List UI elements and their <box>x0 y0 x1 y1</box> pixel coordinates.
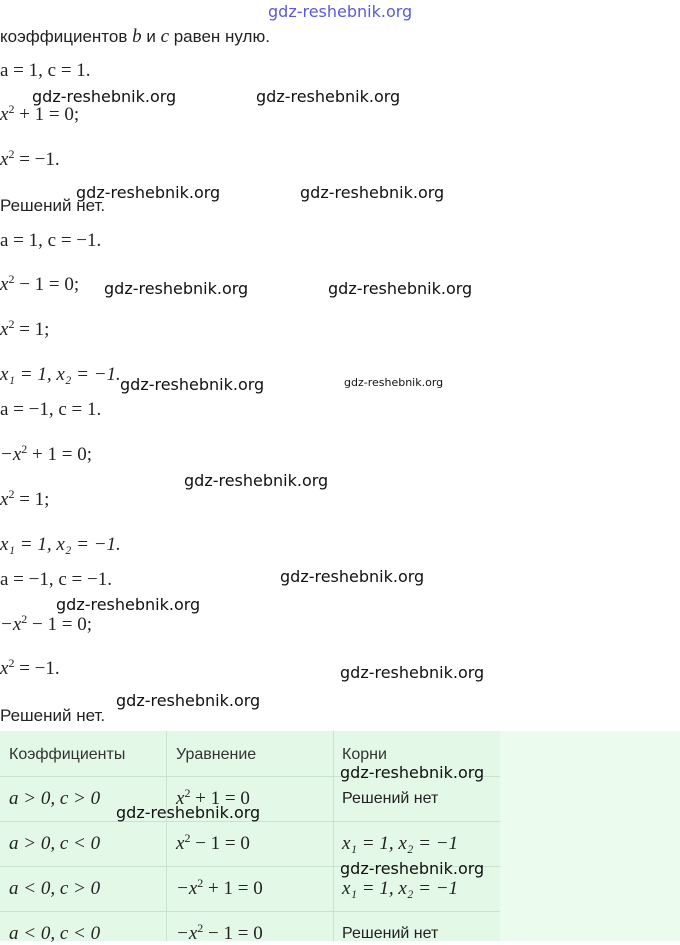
intro-text-after: равен нулю. <box>169 27 270 46</box>
watermark: gdz-reshebnik.org <box>104 279 249 298</box>
case3-simplified: $x^2 = 1$; <box>0 487 50 510</box>
table-header-coefficients: Коэффициенты <box>9 746 126 763</box>
case3-equation: $-x^2 + 1 = 0$; <box>0 442 92 465</box>
watermark: gdz-reshebnik.org <box>256 87 401 106</box>
watermark: gdz-reshebnik.org <box>300 183 445 202</box>
watermark: gdz-reshebnik.org <box>280 567 425 586</box>
watermark: gdz-reshebnik.org <box>184 471 329 490</box>
watermark: gdz-reshebnik.org <box>116 803 261 822</box>
table-row-4-equation: $-x^2 - 1 = 0$ <box>176 921 263 944</box>
case4-condition: a = −1, c = −1. <box>0 569 112 590</box>
case2-condition: a = 1, c = −1. <box>0 230 102 251</box>
case4-simplified: $x^2 = -1$. <box>0 656 60 679</box>
case1-result: Решений нет. <box>0 196 106 215</box>
table-row-1-coef: a > 0, c > 0 <box>9 788 101 809</box>
table-divider <box>166 731 167 941</box>
watermark: gdz-reshebnik.org <box>328 279 473 298</box>
watermark: gdz-reshebnik.org <box>340 663 485 682</box>
case1-simplified: $x^2 = -1$. <box>0 147 60 170</box>
watermark: gdz-reshebnik.org <box>76 183 221 202</box>
table-divider <box>333 731 334 941</box>
case2-simplified: $x^2 = 1$; <box>0 317 50 340</box>
watermark: gdz-reshebnik.org <box>32 87 177 106</box>
table-divider <box>0 911 500 912</box>
table-row-2-roots: x₁ = 1, x₂ = −1 <box>342 833 459 854</box>
watermark-small: gdz-reshebnik.org <box>344 376 444 389</box>
table-header-roots: Корни <box>342 746 387 763</box>
table-row-2-equation: $x^2 - 1 = 0$ <box>176 831 250 854</box>
watermark: gdz-reshebnik.org <box>116 691 261 710</box>
table-row-3-coef: a < 0, c > 0 <box>9 878 101 899</box>
table-row-4-coef: a < 0, c < 0 <box>9 923 101 944</box>
watermark: gdz-reshebnik.org <box>340 859 485 878</box>
watermark: gdz-reshebnik.org <box>340 763 485 782</box>
var-b: b <box>132 26 142 47</box>
intro-line <box>0 26 270 48</box>
case2-roots: x₁ = 1, x₂ = −1. <box>0 364 121 385</box>
intro-text-mid: и <box>141 27 161 46</box>
table-row-3-equation: $-x^2 + 1 = 0$ <box>176 876 263 899</box>
case3-roots: x₁ = 1, x₂ = −1. <box>0 534 121 555</box>
case1-equation: $x^2 + 1 = 0$; <box>0 102 80 125</box>
table-row-4-roots: Решений нет <box>342 925 439 942</box>
watermark: gdz-reshebnik.org <box>56 595 201 614</box>
case1-condition: a = 1, c = 1. <box>0 60 91 81</box>
case4-equation: $-x^2 - 1 = 0$; <box>0 612 92 635</box>
table-row-1-roots: Решений нет <box>342 790 439 807</box>
intro-text-before: коэффициентов <box>0 27 133 46</box>
table-row-3-roots: x₁ = 1, x₂ = −1 <box>342 878 459 899</box>
watermark: gdz-reshebnik.org <box>120 375 265 394</box>
var-c: c <box>160 26 169 47</box>
table-header-equation: Уравнение <box>176 746 257 763</box>
table-row-2-coef: a > 0, c < 0 <box>9 833 101 854</box>
case3-condition: a = −1, c = 1. <box>0 399 102 420</box>
case2-equation: $x^2 - 1 = 0$; <box>0 272 80 295</box>
table-background <box>500 731 680 941</box>
case4-result: Решений нет. <box>0 706 106 725</box>
watermark-top: gdz-reshebnik.org <box>268 2 413 21</box>
table-row-1-equation: $x^2 + 1 = 0$ <box>176 786 250 809</box>
